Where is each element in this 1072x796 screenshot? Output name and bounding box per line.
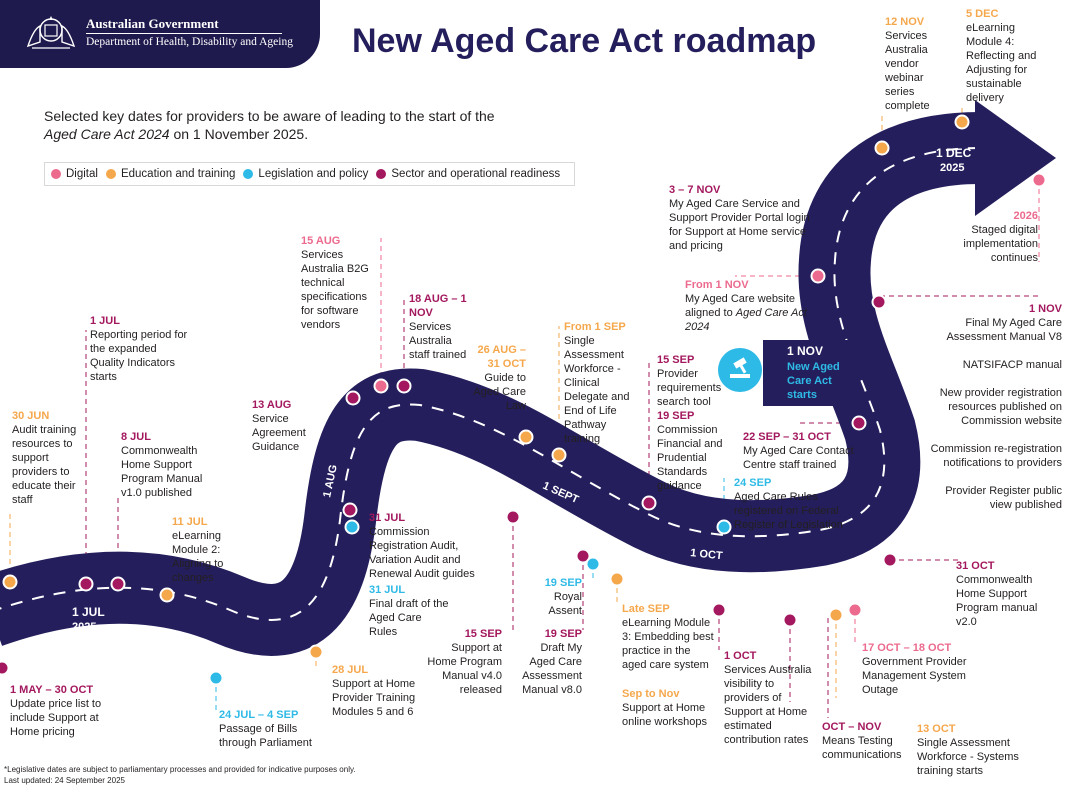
event-text: Services Australia visibility to providers of Support at Home estimated contribution rates: [724, 664, 812, 746]
event-text: Staged digital implementation continues: [963, 224, 1038, 264]
event-text: Services Australia vendor webinar series complete: [885, 30, 930, 112]
sector-marker-dot: [784, 614, 797, 627]
education-marker-dot: [4, 576, 17, 589]
footnote: *Legislative dates are subject to parliamentary processes and provided for indicative purposes only.: [4, 765, 356, 774]
legend-label: Education and training: [120, 168, 236, 180]
event-date: 19 SEP: [544, 577, 582, 589]
event-date: 15 SEP: [464, 628, 502, 640]
event-date: 3 – 7 NOV: [669, 184, 721, 196]
event-date: Sep to Nov: [622, 688, 680, 700]
event-date: From 1 SEP: [564, 321, 626, 333]
event-date: 1 OCT: [724, 650, 757, 662]
digital-marker-dot: [375, 380, 388, 393]
last-updated: Last updated: 24 September 2025: [4, 776, 125, 785]
event-text: Government Provider Management System Outage: [862, 656, 967, 696]
event-date: 8 JUL: [121, 431, 151, 443]
event-nov1b: [930, 302, 1062, 512]
event-date: From 1 NOV: [685, 279, 749, 291]
event-jul1: [90, 314, 190, 384]
event-date: 5 DEC: [966, 8, 999, 20]
event-date: 2026: [1013, 210, 1038, 222]
event-date: 19 SEP: [657, 410, 695, 422]
event-date: 22 SEP – 31 OCT: [743, 431, 831, 443]
event-dec5: [966, 7, 1044, 105]
event-text: Royal Assent: [548, 591, 582, 617]
event-date: 24 JUL – 4 SEP: [219, 709, 299, 721]
event-text: Support at Home Program Manual v4.0 released: [427, 642, 502, 696]
event-nov1a: [685, 278, 825, 334]
road-label-dec: 1 DEC: [936, 146, 972, 160]
event-sep22: [743, 430, 863, 472]
event-date: 1 MAY – 30 OCT: [10, 684, 94, 696]
road-label-oct: 1 OCT: [689, 547, 724, 563]
intro-pre: Selected key dates for providers to be aware of leading to the start of the: [44, 108, 495, 124]
education-marker-dot: [520, 431, 533, 444]
event-text-em: Aged Care Act 2024: [685, 307, 807, 333]
event-text: Aged Care Rules registered on Federal Register of Legislation: [734, 491, 843, 531]
legislation-marker-dot: [587, 558, 600, 571]
event-text: eLearning Module 4: Reflecting and Adjusting for sustainable delivery: [966, 22, 1037, 104]
event-jul11: [172, 515, 242, 585]
event-text: My Aged Care website aligned to: [685, 293, 796, 319]
event-text: Services Australia staff trained: [409, 321, 467, 361]
legend-label: Digital: [66, 168, 98, 180]
event-nov3: [669, 183, 817, 253]
road-label-sept: 1 SEPT: [540, 479, 581, 507]
event-date: 13 AUG: [252, 399, 292, 411]
event-oct17: [862, 641, 986, 697]
event-date: 24 SEP: [734, 477, 772, 489]
education-marker-dot: [956, 116, 969, 129]
event-date: 31 JUL: [369, 512, 406, 524]
sector-marker-dot: [344, 504, 357, 517]
event-nov1b-item: Final My Aged Care Assessment Manual V8: [946, 317, 1062, 343]
event-text: My Aged Care Service and Support Provider Portal login for Support at Home service and pricing: [669, 198, 810, 252]
event-date: OCT – NOV: [822, 721, 882, 733]
education-marker-dot: [553, 449, 566, 462]
event-text: eLearning Module 2: Aligning to changes: [172, 530, 224, 584]
event-aug15: [301, 234, 379, 332]
event-2026: [950, 209, 1038, 265]
event-text: Provider requirements search tool: [657, 368, 722, 408]
event-date: 28 JUL: [332, 664, 369, 676]
event-sep19c: [514, 627, 582, 697]
event-text: Support at Home online workshops: [622, 702, 707, 728]
event-date: 13 OCT: [917, 723, 956, 735]
event-date: 19 SEP: [544, 628, 582, 640]
road-label-aug: 1 AUG: [321, 463, 340, 499]
intro-post: on 1 November 2025.: [169, 126, 309, 142]
digital-marker-dot: [1033, 174, 1046, 187]
legislation-marker-dot: [210, 672, 223, 685]
road-arrow-head: [975, 100, 1056, 216]
event-octnov: [822, 720, 914, 762]
event-date: 1 JUL: [90, 315, 120, 327]
road-label-jul-year: 2025: [72, 621, 97, 633]
event-date: 31 OCT: [956, 560, 995, 572]
sector-marker-dot: [507, 511, 520, 524]
event-text: Services Australia B2G technical specifications for software vendors: [301, 249, 369, 331]
education-marker-dot: [310, 646, 323, 659]
event-date: 15 SEP: [657, 354, 695, 366]
event-text: Commission Financial and Prudential Standards guidance: [657, 424, 723, 492]
event-oct31: [956, 559, 1052, 629]
digital-marker-dot: [849, 604, 862, 617]
event-date: 31 JUL: [369, 584, 406, 596]
event-date: 12 NOV: [885, 16, 925, 28]
event-text: Single Assessment Workforce - Systems training starts: [917, 737, 1019, 777]
event-text: Final draft of the Aged Care Rules: [369, 598, 449, 638]
road-label-dec-year: 2025: [940, 162, 965, 174]
event-text: eLearning Module 3: Embedding best practice in the aged care system: [622, 617, 714, 671]
event-text: Guide to Aged Care Law: [473, 372, 526, 412]
event-sep15a: [657, 353, 725, 409]
event-date: 30 JUN: [12, 410, 50, 422]
event-date: 15 AUG: [301, 235, 341, 247]
page-title: New Aged Care Act roadmap: [352, 22, 817, 60]
event-sep1: [564, 320, 642, 446]
event-date: 17 OCT – 18 OCT: [862, 642, 952, 654]
event-text: Single Assessment Workforce - Clinical Delegate and End of Life Pathway training: [564, 335, 630, 445]
event-sep19b: [536, 576, 582, 618]
sector-marker-dot: [398, 380, 411, 393]
event-nov1b-item: Provider Register public view published: [945, 485, 1062, 511]
event-nov12: [885, 15, 945, 113]
sector-marker-dot: [884, 554, 897, 567]
event-date: Late SEP: [622, 603, 670, 615]
event-date: 11 JUL: [172, 516, 208, 528]
event-nov1b-item: NATSIFACP manual: [962, 359, 1062, 371]
event-text: Reporting period for the expanded Quality Indicators starts: [90, 329, 188, 383]
sector-marker-dot: [643, 497, 656, 510]
education-marker-dot: [876, 142, 889, 155]
event-aug18: [409, 292, 469, 362]
event-jun30: [12, 409, 84, 507]
event-text: Means Testing communications: [822, 735, 902, 761]
sector-marker-dot: [873, 296, 886, 309]
event-text: Commonwealth Home Support Program Manual v1.0 published: [121, 445, 203, 499]
event-jul24: [219, 708, 329, 750]
event-text: Commission Registration Audit, Variation Audit and Renewal Audit guides: [369, 526, 475, 580]
event-sep15b: [420, 627, 502, 697]
sector-marker-dot: [112, 578, 125, 591]
sector-marker-dot: [853, 417, 866, 430]
legislation-marker-dot: [346, 521, 359, 534]
road-label-jul: 1 JUL: [72, 605, 105, 619]
legend-label: Legislation and policy: [258, 168, 369, 180]
event-latesep: [622, 602, 716, 672]
legislation-marker-dot: [718, 521, 731, 534]
event-sepnov: [622, 687, 716, 729]
event-text: Commonwealth Home Support Program manual v2.0: [956, 574, 1038, 628]
event-date: 26 AUG – 31 OCT: [477, 344, 526, 370]
event-text: Passage of Bills through Parliament: [219, 723, 312, 749]
event-text: Update price list to include Support at Home pricing: [10, 698, 102, 738]
event-oct13: [917, 722, 1037, 778]
sector-marker-dot: [80, 578, 93, 591]
event-date: 18 AUG – 1 NOV: [409, 293, 467, 319]
event-nov1b-item: Commission re-registration notifications to providers: [930, 443, 1062, 469]
gov-line-2: Department of Health, Disability and Ageing: [86, 36, 293, 48]
event-date: 1 NOV: [1028, 303, 1062, 315]
event-text: My Aged Care Contact Centre staff trained: [743, 445, 854, 471]
event-may-oct: [10, 683, 106, 739]
event-aug13: [252, 398, 324, 454]
event-jul28: [332, 663, 428, 719]
event-jul31a: [369, 511, 485, 581]
gavel-glyph-icon: [720, 350, 760, 390]
event-aug26: [466, 343, 526, 413]
act-start-badge: [763, 340, 859, 406]
event-jul8: [121, 430, 213, 500]
legend-label: Sector and operational readiness: [391, 168, 561, 180]
event-text: Audit training resources to support providers to educate their staff: [12, 424, 77, 506]
act-start-text: New Aged Care Act starts: [787, 361, 840, 401]
event-sep24: [734, 476, 854, 532]
event-sep19a: [657, 409, 731, 493]
event-text: Draft My Aged Care Assessment Manual v8.0: [522, 642, 582, 696]
gov-line-1: Australian Government: [86, 16, 219, 31]
act-start-date: 1 NOV: [787, 344, 824, 358]
sector-marker-dot: [0, 662, 9, 675]
intro-act: Aged Care Act 2024: [44, 126, 170, 142]
event-oct1: [724, 649, 814, 747]
event-text: Support at Home Provider Training Modules 5 and 6: [332, 678, 416, 718]
event-text: Service Agreement Guidance: [252, 413, 306, 453]
education-marker-dot: [830, 609, 843, 622]
education-marker-dot: [161, 589, 174, 602]
education-marker-dot: [611, 573, 624, 586]
event-nov1b-item: New provider registration resources published on Commission website: [939, 387, 1062, 427]
sector-marker-dot: [347, 392, 360, 405]
